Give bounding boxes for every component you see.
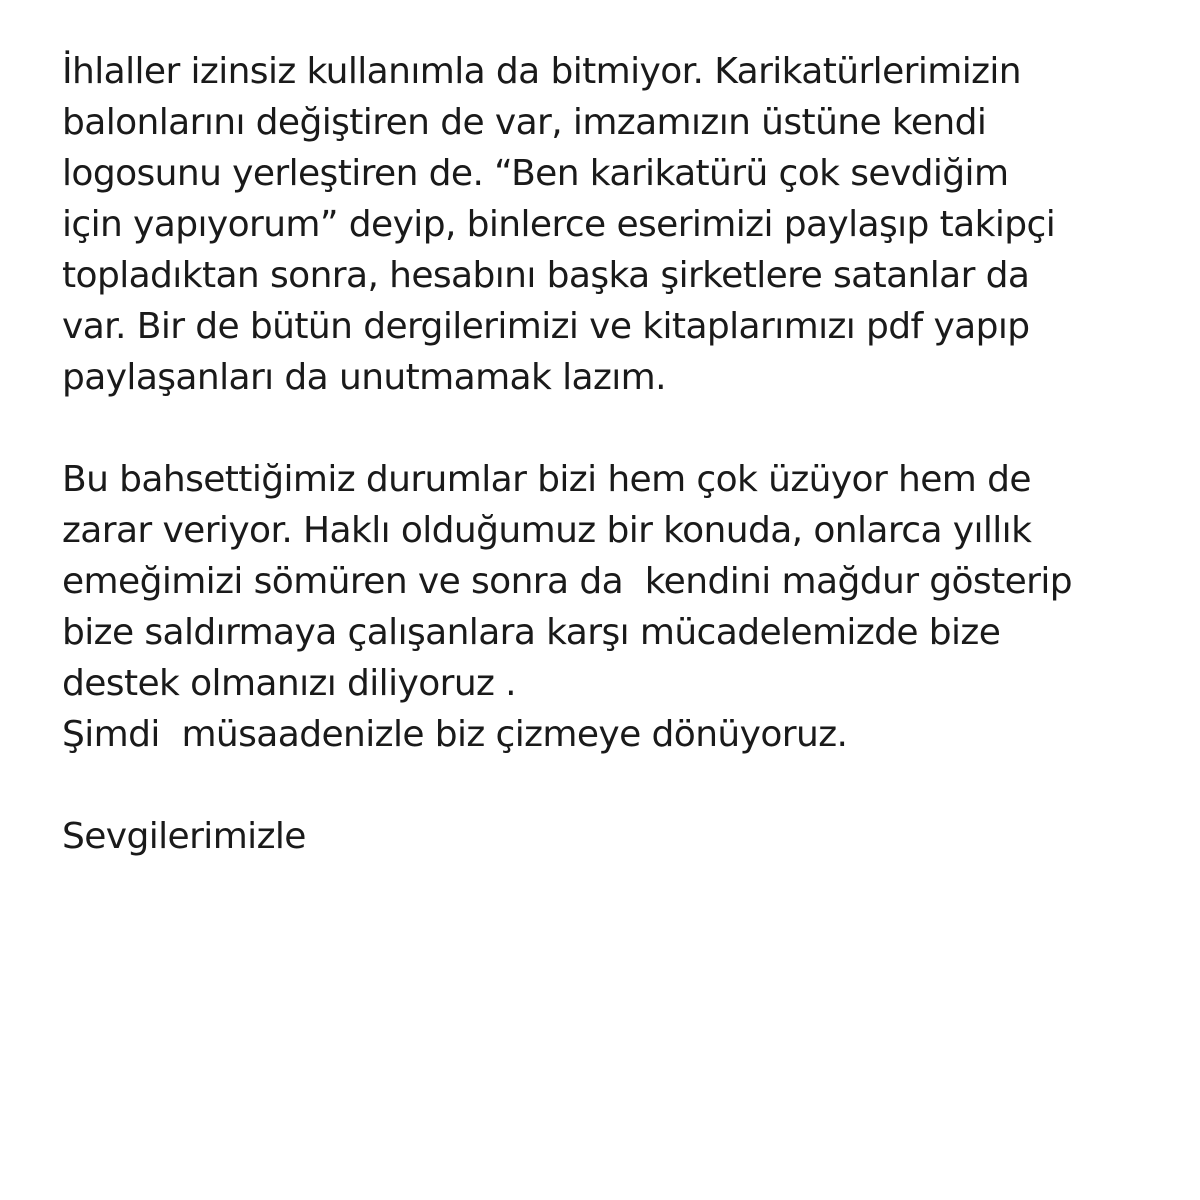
paragraph-2 [62, 454, 1162, 760]
text-line: destek olmanızı diliyoruz . [62, 663, 517, 704]
text-line: için yapıyorum” deyip, binlerce eserimizi paylaşıp takipçi [62, 204, 1056, 245]
paragraph-gap [62, 760, 1162, 811]
text-line: Şimdi müsaadenizle biz çizmeye dönüyoruz. [62, 714, 848, 755]
text-line: bize saldırmaya çalışanlara karşı mücadelemizde bize [62, 612, 1001, 653]
text-line: logosunu yerleştiren de. “Ben karikatürü çok sevdiğim [62, 153, 1009, 194]
text-line: zarar veriyor. Haklı olduğumuz bir konuda, onlarca yıllık [62, 510, 1032, 551]
letter-text [62, 46, 1162, 862]
text-line: var. Bir de bütün dergilerimizi ve kitaplarımızı pdf yapıp [62, 306, 1030, 347]
text-line: topladıktan sonra, hesabını başka şirketlere satanlar da [62, 255, 1030, 296]
text-line: Bu bahsettiğimiz durumlar bizi hem çok üzüyor hem de [62, 459, 1031, 500]
paragraph-gap [62, 403, 1162, 454]
text-line: emeğimizi sömüren ve sonra da kendini mağdur gösterip [62, 561, 1073, 602]
text-line: paylaşanları da unutmamak lazım. [62, 357, 666, 398]
paragraph-1 [62, 46, 1162, 403]
text-line: balonlarını değiştiren de var, imzamızın üstüne kendi [62, 102, 987, 143]
signoff: Sevgilerimizle [62, 816, 306, 857]
text-line: İhlaller izinsiz kullanımla da bitmiyor. Karikatürlerimizin [62, 51, 1022, 92]
